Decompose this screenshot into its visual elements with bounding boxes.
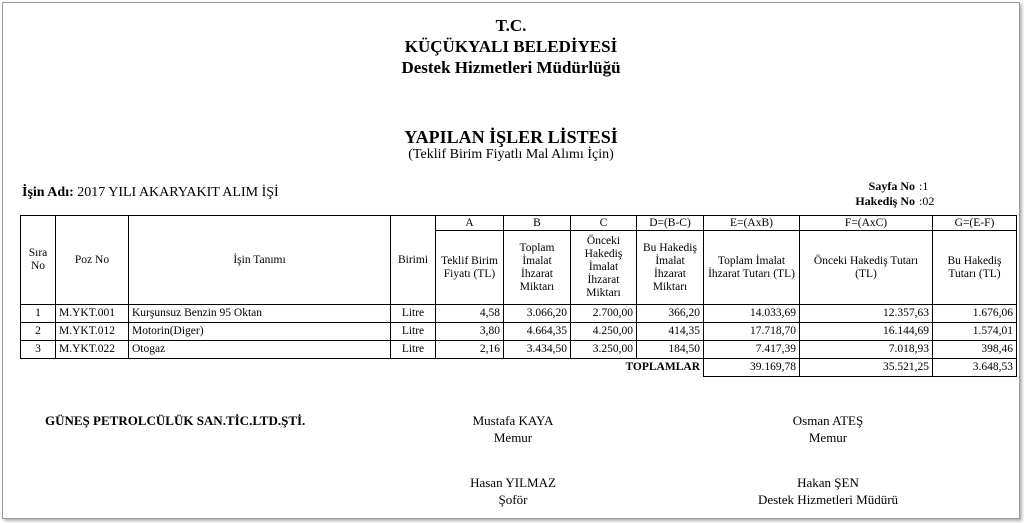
total-e: 39.169,78 (704, 359, 800, 377)
cell-b: 3.066,20 (504, 305, 571, 323)
header-line-1: T.C. (495, 16, 527, 35)
cell-a: 2,16 (436, 341, 504, 359)
cell-f: 12.357,63 (800, 305, 933, 323)
cell-c: 4.250,00 (571, 323, 637, 341)
cell-c: 2.700,00 (571, 305, 637, 323)
cell-e: 7.417,39 (704, 341, 800, 359)
col-letter-b: B (504, 216, 571, 231)
cell-e: 17.718,70 (704, 323, 800, 341)
cell-birim: Litre (391, 305, 436, 323)
job-name (22, 185, 279, 201)
col-letter-e: E=(AxB) (704, 216, 800, 231)
cell-tanim: Motorin(Diger) (129, 323, 391, 341)
page-no-label: Sayfa No (868, 179, 915, 193)
header-b: Toplam İmalat İhzarat Miktarı (504, 231, 571, 305)
header-g: Bu Hakediş Tutarı (TL) (933, 231, 1017, 305)
header-birim: Birimi (391, 216, 436, 305)
col-letter-a: A (436, 216, 504, 231)
signer-name: Mustafa KAYA (472, 413, 554, 428)
signature-block-1 (433, 412, 593, 446)
cell-poz: M.YKT.022 (56, 341, 129, 359)
cell-poz: M.YKT.012 (56, 323, 129, 341)
page-no-value: :1 (919, 179, 929, 193)
signer-role: Destek Hizmetleri Müdürü (757, 492, 899, 507)
hakedis-no-label: Hakediş No (855, 194, 915, 208)
signer-name: Hasan YILMAZ (470, 475, 556, 490)
cell-sira: 3 (21, 341, 56, 359)
total-g: 3.648,53 (933, 359, 1017, 377)
cell-a: 4,58 (436, 305, 504, 323)
header-d: Bu Hakediş İmalat İhzarat Miktarı (637, 231, 704, 305)
cell-b: 3.434,50 (504, 341, 571, 359)
document-page (2, 2, 1020, 519)
col-letter-f: F=(AxC) (800, 216, 933, 231)
cell-b: 4.664,35 (504, 323, 571, 341)
header-tanim: İşin Tanımı (129, 216, 391, 305)
company-name: GÜNEŞ PETROLCÜLÜK SAN.TİC.LTD.ŞTİ. (45, 413, 306, 428)
cell-c: 3.250,00 (571, 341, 637, 359)
signer-role: Memur (808, 430, 848, 445)
cell-d: 414,35 (637, 323, 704, 341)
signer-name: Hakan ŞEN (797, 475, 859, 490)
header-c: Önceki Hakediş İmalat İhzarat Miktarı (571, 231, 637, 305)
header-poz: Poz No (56, 216, 129, 305)
col-letter-c: C (571, 216, 637, 231)
cell-tanim: Otogaz (129, 341, 391, 359)
cell-e: 14.033,69 (704, 305, 800, 323)
signer-name: Osman ATEŞ (792, 413, 864, 428)
header-a: Teklif Birim Fiyatı (TL) (436, 231, 504, 305)
totals-label: TOPLAMLAR (436, 359, 704, 377)
signer-role: Memur (493, 430, 533, 445)
signature-block-2 (743, 412, 913, 446)
header-sira: Sıra No (21, 216, 56, 305)
hakedis-no-value: :02 (919, 194, 935, 208)
cell-d: 366,20 (637, 305, 704, 323)
cell-birim: Litre (391, 323, 436, 341)
cell-g: 1.676,06 (933, 305, 1017, 323)
cell-f: 16.144,69 (800, 323, 933, 341)
cell-birim: Litre (391, 341, 436, 359)
job-value: 2017 YILI AKARYAKIT ALIM İŞİ (77, 185, 279, 200)
document-subtitle: (Teklif Birim Fiyatlı Mal Alımı İçin) (408, 147, 614, 162)
header-f: Önceki Hakediş Tutarı (TL) (800, 231, 933, 305)
column-letter-row (21, 216, 1017, 231)
cell-a: 3,80 (436, 323, 504, 341)
document-title: YAPILAN İŞLER LİSTESİ (404, 127, 618, 147)
header-e: Toplam İmalat İhzarat Tutarı (TL) (704, 231, 800, 305)
totals-row (21, 359, 1017, 377)
signature-block-4 (743, 474, 913, 508)
table-row (21, 305, 1017, 323)
header-line-2: KÜÇÜKYALI BELEDİYESİ (404, 37, 618, 56)
col-letter-d: D=(B-C) (637, 216, 704, 231)
cell-tanim: Kurşunsuz Benzin 95 Oktan (129, 305, 391, 323)
cell-d: 184,50 (637, 341, 704, 359)
cell-g: 398,46 (933, 341, 1017, 359)
cell-poz: M.YKT.001 (56, 305, 129, 323)
job-label: İşin Adı: (22, 185, 74, 200)
cell-g: 1.574,01 (933, 323, 1017, 341)
cell-sira: 2 (21, 323, 56, 341)
table-row (21, 323, 1017, 341)
header-line-3: Destek Hizmetleri Müdürlüğü (401, 58, 621, 77)
page-meta (823, 179, 934, 209)
signer-role: Şoför (498, 492, 528, 507)
col-letter-g: G=(E-F) (933, 216, 1017, 231)
total-f: 35.521,25 (800, 359, 933, 377)
cell-sira: 1 (21, 305, 56, 323)
works-table (20, 215, 1017, 377)
signature-block-3 (433, 474, 593, 508)
table-row (21, 341, 1017, 359)
cell-f: 7.018,93 (800, 341, 933, 359)
